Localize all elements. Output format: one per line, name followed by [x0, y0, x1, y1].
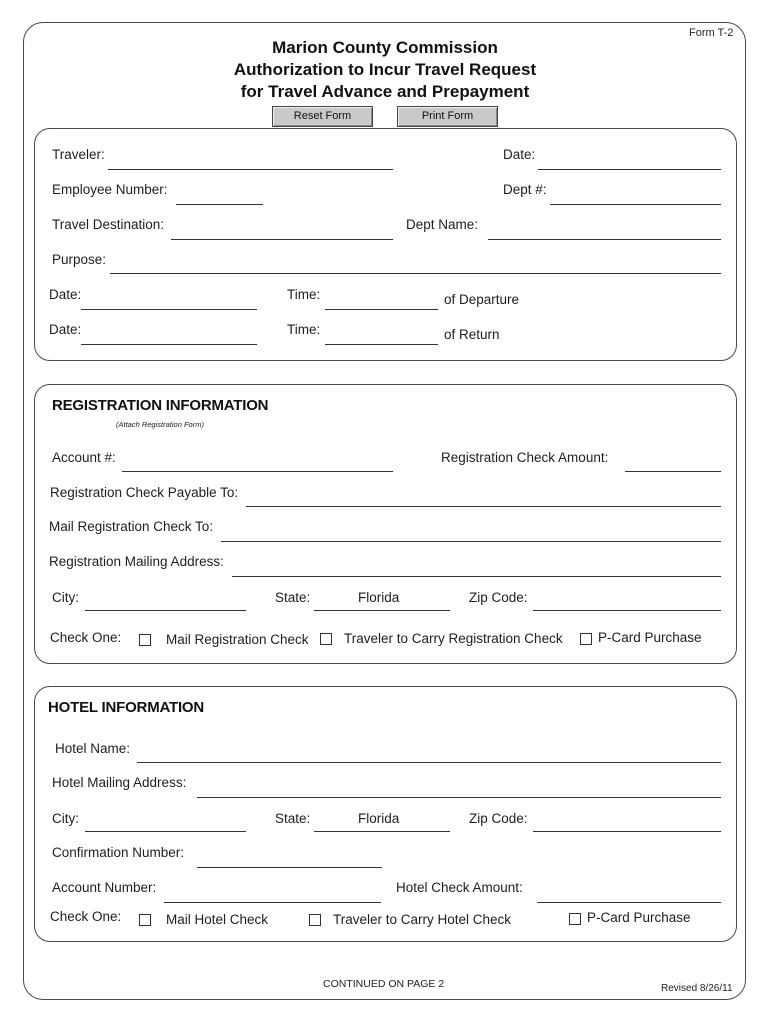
traveler-section: [34, 128, 737, 361]
registration-mail-to-field[interactable]: [221, 541, 721, 542]
hotel-pcard-checkbox[interactable]: [569, 913, 581, 925]
dept-number-label: Dept #:: [503, 182, 547, 197]
departure-time-label: Time:: [287, 287, 321, 302]
date-label: Date:: [503, 147, 536, 162]
hotel-name-label: Hotel Name:: [55, 741, 131, 756]
hotel-city-field[interactable]: [85, 831, 246, 832]
employee-number-field[interactable]: [176, 204, 263, 205]
dept-name-label: Dept Name:: [406, 217, 479, 232]
hotel-mail-option: Mail Hotel Check: [166, 912, 269, 927]
travel-destination-field[interactable]: [171, 239, 393, 240]
return-time-label: Time:: [287, 322, 321, 337]
registration-state-field[interactable]: [314, 610, 450, 611]
hotel-state-label: State:: [275, 811, 311, 826]
page-title-line1: Marion County Commission: [272, 38, 498, 57]
departure-date-field[interactable]: [81, 309, 257, 310]
registration-check-amount-label: Registration Check Amount:: [441, 450, 609, 465]
print-form-button[interactable]: Print Form: [397, 106, 498, 127]
hotel-carry-option: Traveler to Carry Hotel Check: [333, 912, 512, 927]
hotel-confirmation-field[interactable]: [197, 867, 382, 868]
hotel-account-field[interactable]: [164, 902, 381, 903]
registration-check-amount-field[interactable]: [625, 471, 721, 472]
date-field[interactable]: [538, 169, 721, 170]
registration-heading: REGISTRATION INFORMATION: [52, 397, 269, 414]
employee-number-label: Employee Number:: [52, 182, 168, 197]
hotel-zip-label: Zip Code:: [469, 811, 528, 826]
hotel-state-value: Florida: [358, 811, 400, 826]
dept-number-field[interactable]: [550, 204, 721, 205]
hotel-mail-checkbox[interactable]: [139, 914, 151, 926]
registration-pcard-option: P-Card Purchase: [598, 630, 702, 645]
registration-state-value: Florida: [358, 590, 400, 605]
registration-address-field[interactable]: [232, 576, 721, 577]
hotel-heading: HOTEL INFORMATION: [48, 699, 205, 716]
revised-date: Revised 8/26/11: [661, 983, 733, 994]
departure-time-field[interactable]: [325, 309, 438, 310]
registration-zip-label: Zip Code:: [469, 590, 528, 605]
hotel-address-field[interactable]: [197, 797, 721, 798]
registration-account-label: Account #:: [52, 450, 116, 465]
hotel-account-label: Account Number:: [52, 880, 157, 895]
registration-account-field[interactable]: [122, 471, 393, 472]
travel-destination-label: Travel Destination:: [52, 217, 165, 232]
registration-city-field[interactable]: [85, 610, 246, 611]
registration-mail-option: Mail Registration Check: [166, 632, 309, 647]
hotel-zip-field[interactable]: [533, 831, 721, 832]
registration-pcard-checkbox[interactable]: [580, 633, 592, 645]
purpose-label: Purpose:: [52, 252, 107, 267]
purpose-field[interactable]: [110, 273, 721, 274]
hotel-check-one-label: Check One:: [50, 909, 122, 924]
registration-carry-checkbox[interactable]: [320, 633, 332, 645]
hotel-carry-checkbox[interactable]: [309, 914, 321, 926]
return-date-label: Date:: [49, 322, 82, 337]
form-id: Form T-2: [689, 27, 734, 39]
registration-check-one-label: Check One:: [50, 630, 122, 645]
page-title-line3: for Travel Advance and Prepayment: [240, 82, 530, 101]
hotel-city-label: City:: [52, 811, 79, 826]
hotel-check-amount-field[interactable]: [537, 902, 721, 903]
registration-zip-field[interactable]: [533, 610, 721, 611]
departure-date-label: Date:: [49, 287, 82, 302]
registration-city-label: City:: [52, 590, 79, 605]
return-suffix: of Return: [444, 327, 500, 342]
departure-suffix: of Departure: [444, 292, 520, 307]
registration-carry-option: Traveler to Carry Registration Check: [344, 631, 563, 646]
hotel-state-field[interactable]: [314, 831, 450, 832]
page-title-line2: Authorization to Incur Travel Request: [233, 60, 537, 79]
traveler-label: Traveler:: [52, 147, 105, 162]
reset-form-button[interactable]: Reset Form: [272, 106, 373, 127]
return-date-field[interactable]: [81, 344, 257, 345]
continued-note: CONTINUED ON PAGE 2: [323, 978, 445, 990]
registration-address-label: Registration Mailing Address:: [49, 554, 224, 569]
hotel-check-amount-label: Hotel Check Amount:: [396, 880, 523, 895]
hotel-name-field[interactable]: [137, 762, 721, 763]
registration-payable-label: Registration Check Payable To:: [50, 485, 239, 500]
hotel-address-label: Hotel Mailing Address:: [52, 775, 187, 790]
hotel-confirmation-label: Confirmation Number:: [52, 845, 185, 860]
traveler-field[interactable]: [108, 169, 393, 170]
hotel-pcard-option: P-Card Purchase: [587, 910, 691, 925]
registration-mail-to-label: Mail Registration Check To:: [49, 519, 214, 534]
registration-mail-checkbox[interactable]: [139, 634, 151, 646]
dept-name-field[interactable]: [488, 239, 721, 240]
registration-note: (Attach Registration Form): [116, 420, 204, 429]
registration-state-label: State:: [275, 590, 311, 605]
registration-payable-field[interactable]: [246, 506, 721, 507]
return-time-field[interactable]: [325, 344, 438, 345]
